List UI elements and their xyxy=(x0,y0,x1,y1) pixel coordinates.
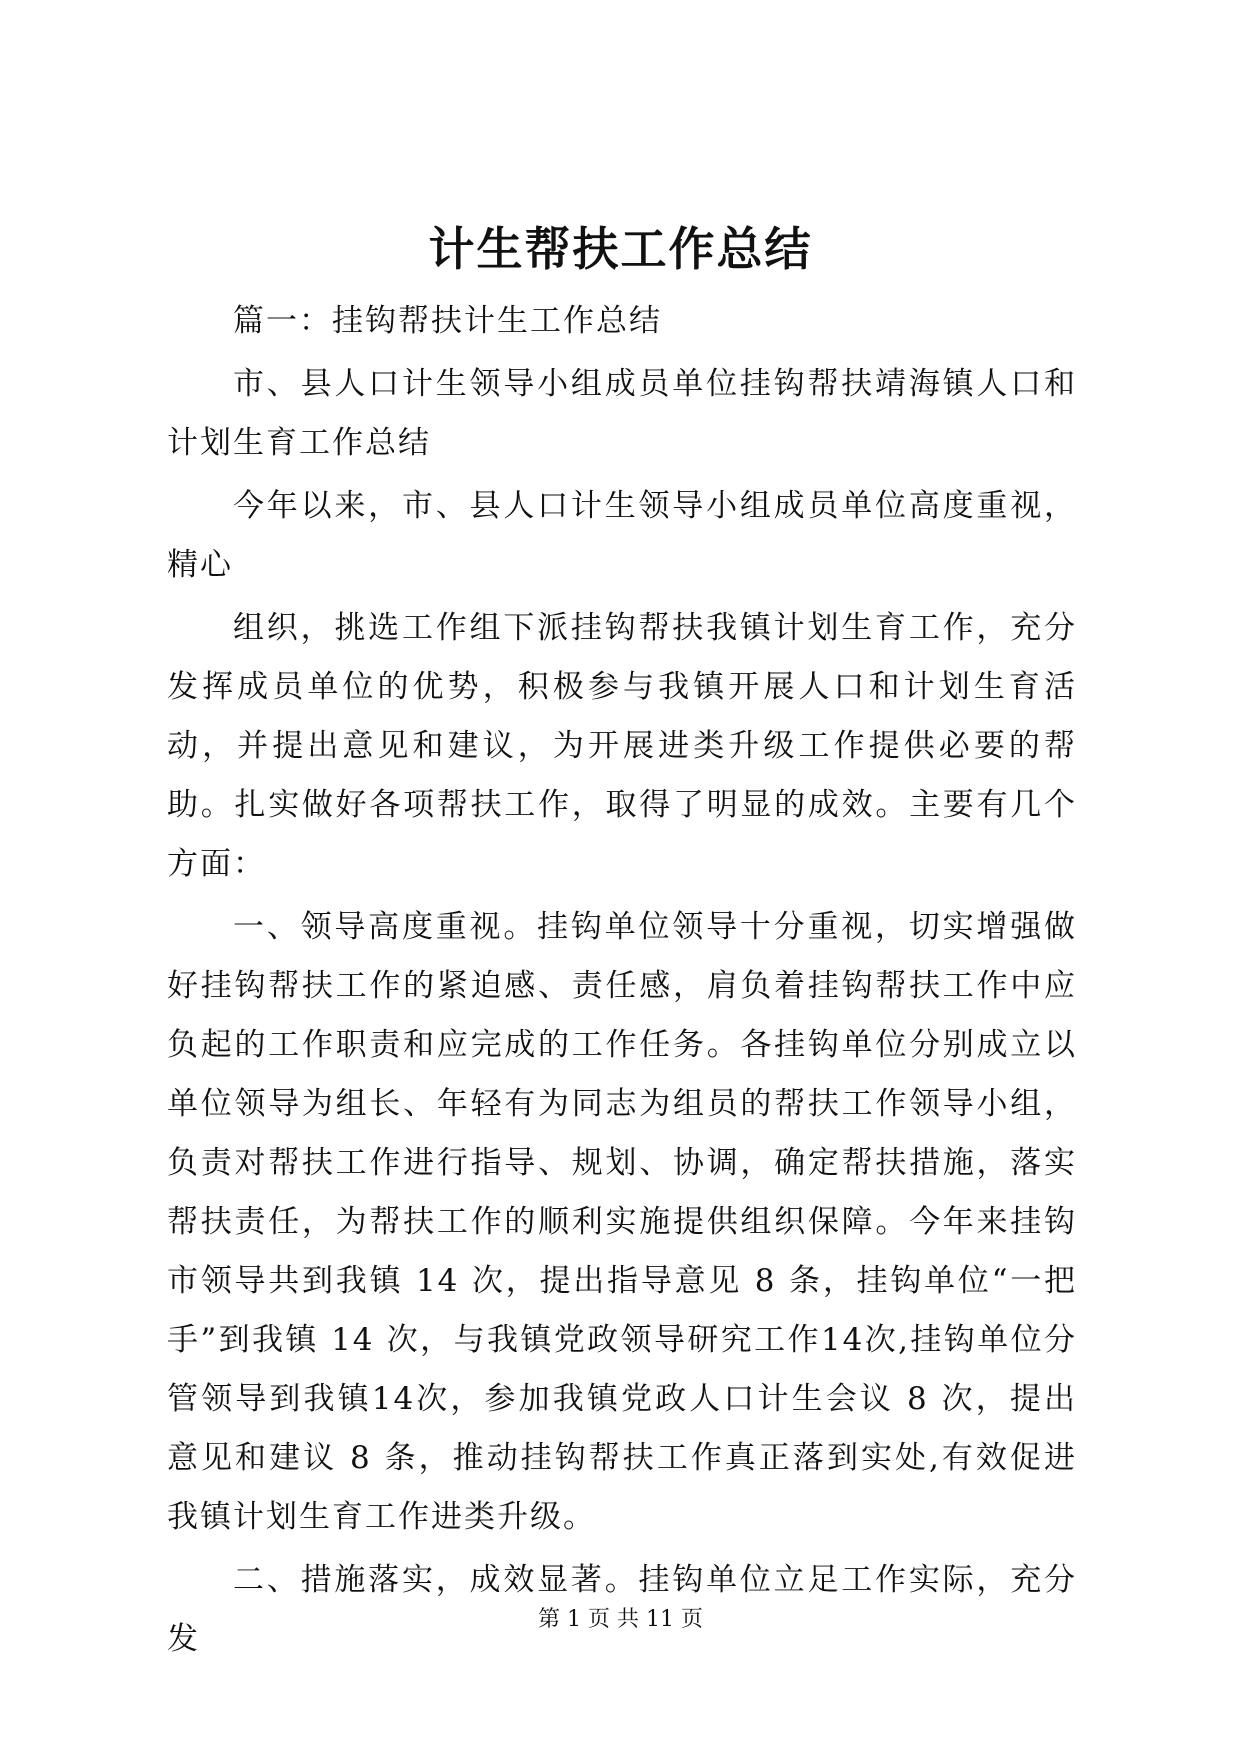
paragraph-6: 二、措施落实，成效显著。挂钩单位立足工作实际，充分发 xyxy=(167,1562,1077,1657)
paragraph-3: 今年以来，市、县人口计生领导小组成员单位高度重视，精心 xyxy=(167,488,1077,583)
document-title: 计生帮扶工作总结 xyxy=(428,222,813,276)
document-body xyxy=(167,292,1077,1673)
paragraph-5: 一、领导高度重视。挂钩单位领导十分重视，切实增强做好挂钩帮扶工作的紧迫感、责任感，肩负着挂钩帮扶工作中应负起的工作职责和应完成的工作任务。各挂钩单位分别成立以单位领导为组长、年轻有为同志为组员的帮扶工作领导小组，负责对帮扶工作进行指导、规划、协调，确定帮扶措施，落实帮扶责任，为帮扶工作的顺利实施提供组织保障。今年来挂钩市领导共到我镇 14 次，提出指导意见 8 条，挂钩单位“一把手”到我镇 14 次，与我镇党政领导研究工作14次,挂钩单位分管领导到我镇14次，参加我镇党政人口计生会议 8 次，提出意见和建议 8 条，推动挂钩帮扶工作真正落到实处,有效促进我镇计划生育工作进类升级。 xyxy=(167,909,1077,1535)
paragraph-1: 篇一：挂钩帮扶计生工作总结 xyxy=(233,303,662,339)
paragraph-4: 组织，挑选工作组下派挂钩帮扶我镇计划生育工作，充分发挥成员单位的优势，积极参与我镇开展人口和计划生育活动，并提出意见和建议，为开展进类升级工作提供必要的帮助。扎实做好各项帮扶工作，取得了明显的成效。主要有几个方面： xyxy=(167,610,1077,882)
page-number: 第 1 页 共 11 页 xyxy=(538,1607,703,1632)
paragraph-2: 市、县人口计生领导小组成员单位挂钩帮扶靖海镇人口和计划生育工作总结 xyxy=(167,366,1077,461)
page-footer xyxy=(0,1607,1241,1633)
